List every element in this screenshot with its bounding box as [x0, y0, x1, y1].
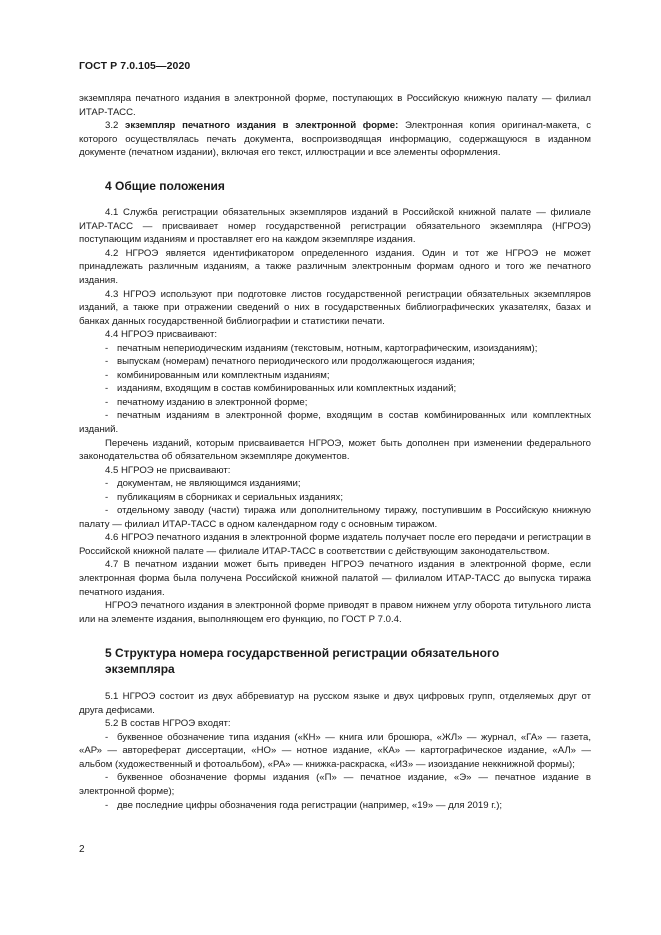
- list-item: - документам, не являющимся изданиями;: [105, 478, 301, 490]
- document-header-code: ГОСТ Р 7.0.105—2020: [79, 60, 191, 72]
- definition-number: 3.2: [105, 120, 119, 132]
- paragraph-4-4: 4.4 НГРОЭ присваивают:: [105, 329, 218, 341]
- paragraph-4-5: 4.5 НГРОЭ не присваивают:: [105, 464, 231, 476]
- list-item: - изданиям, входящим в состав комбинированных или комплектных изданий;: [105, 383, 457, 395]
- list-item: - буквенное обозначение формы издания («П» — печатное издание, «Э» — печатное издание в электронной форме);: [79, 772, 591, 798]
- paragraph-4-7-note: НГРОЭ печатного издания в электронной форме приводят в правом нижнем углу оборота титульного листа или на элементе издания, выполняющем его функцию, по ГОСТ Р 7.0.4.: [79, 600, 591, 625]
- section-5-title: 5 Структура номера государственной регистрации обязательного экземпляра: [105, 646, 500, 676]
- paragraph-4-3: 4.3 НГРОЭ используют при подготовке листов государственной регистрации обязательных экземпляров изданий, а также при отражении сведений о них в государственных библиографических указателях, базах и банках данных государственной библиографии и статистики печати.: [79, 288, 591, 327]
- paragraph-4-1: 4.1 Служба регистрации обязательных экземпляров изданий в Российской книжной палате — филиале ИТАР-ТАСС — присваивает номер государственной регистрации обязательного экземпляра (НГРОЭ) поступающим изданиям и проставляет его на каждом экземпляре издания.: [79, 207, 591, 246]
- list-item: - две последние цифры обозначения года регистрации (например, «19» — для 2019 г.);: [105, 799, 503, 811]
- definition-text: Электронная копия оригинал-макета, с которого осуществлялась печать документа, воспроизводящая информацию, содержащуюся в изданном документе (печатном издании), включая его текст, иллюстрации и все элементы оформления.: [79, 120, 592, 159]
- paragraph-4-2: 4.2 НГРОЭ является идентификатором определенного издания. Один и тот же НГРОЭ не может принадлежать различным изданиям, а также различным электронным формам одного и того же печатного издания.: [79, 247, 591, 286]
- document-body: [79, 92, 591, 812]
- section-4-title: 4 Общие положения: [105, 178, 225, 193]
- paragraph-4-7: 4.7 В печатном издании может быть приведен НГРОЭ печатного издания в электронной форме, если электронная форма была получена Российской книжной палатой — филиалом ИТАР-ТАСС до выпуска тиража печатного издания.: [79, 559, 591, 598]
- list-item: - отдельному заводу (части) тиража или дополнительному тиражу, поступившим в Российскую книжную палату — филиал ИТАР-ТАСС в одном календарном году с основным тиражом.: [79, 505, 591, 530]
- continuation-paragraph: экземпляра печатного издания в электронной форме, поступающих в Российскую книжную палату — филиал ИТАР-ТАСС.: [79, 93, 591, 118]
- list-item: - буквенное обозначение типа издания («КН» — книга или брошюра, «ЖЛ» — журнал, «ГА» — газета, «АР» — автореферат диссертации, «НО» — нотное издание, «КА» — картографическое издание, «АЛ» — альбом (художественный и фотоальбом), «РА» — книжка-раскраска, «ИЗ» — изоиздание неккнижной формы);: [79, 731, 591, 770]
- list-item: - выпускам (номерам) печатного периодического или продолжающегося издания;: [105, 356, 475, 368]
- paragraph-5-1: 5.1 НГРОЭ состоит из двух аббревиатур на русском языке и двух цифровых групп, отделяемых друг от друга дефисами.: [79, 691, 591, 716]
- paragraph-4-6: 4.6 НГРОЭ печатного издания в электронной форме издатель получает после его передачи и регистрации в Российской книжной палате — филиале ИТАР-ТАСС в соответствии с действующим законодательством.: [79, 532, 591, 557]
- paragraph-4-4-note: Перечень изданий, которым присваивается НГРОЭ, может быть дополнен при изменении федерального законодательства об обязательном экземпляре документов.: [79, 437, 591, 463]
- list-item: - печатным непериодическим изданиям (текстовым, нотным, картографическим, изоизданиям);: [105, 342, 538, 354]
- definition-3-2: [79, 119, 591, 160]
- list-item: - комбинированным или комплектным изданиям;: [105, 369, 330, 381]
- page-number: 2: [79, 844, 85, 855]
- paragraph-5-2: 5.2 В состав НГРОЭ входят:: [105, 718, 231, 730]
- list-item: - печатным изданиям в электронной форме, входящим в состав комбинированных или комплектных изданий.: [79, 410, 591, 435]
- list-item: - печатному изданию в электронной форме;: [105, 396, 308, 408]
- list-item: - публикациям в сборниках и сериальных изданиях;: [105, 491, 343, 503]
- definition-term: экземпляр печатного издания в электронной форме:: [125, 120, 399, 132]
